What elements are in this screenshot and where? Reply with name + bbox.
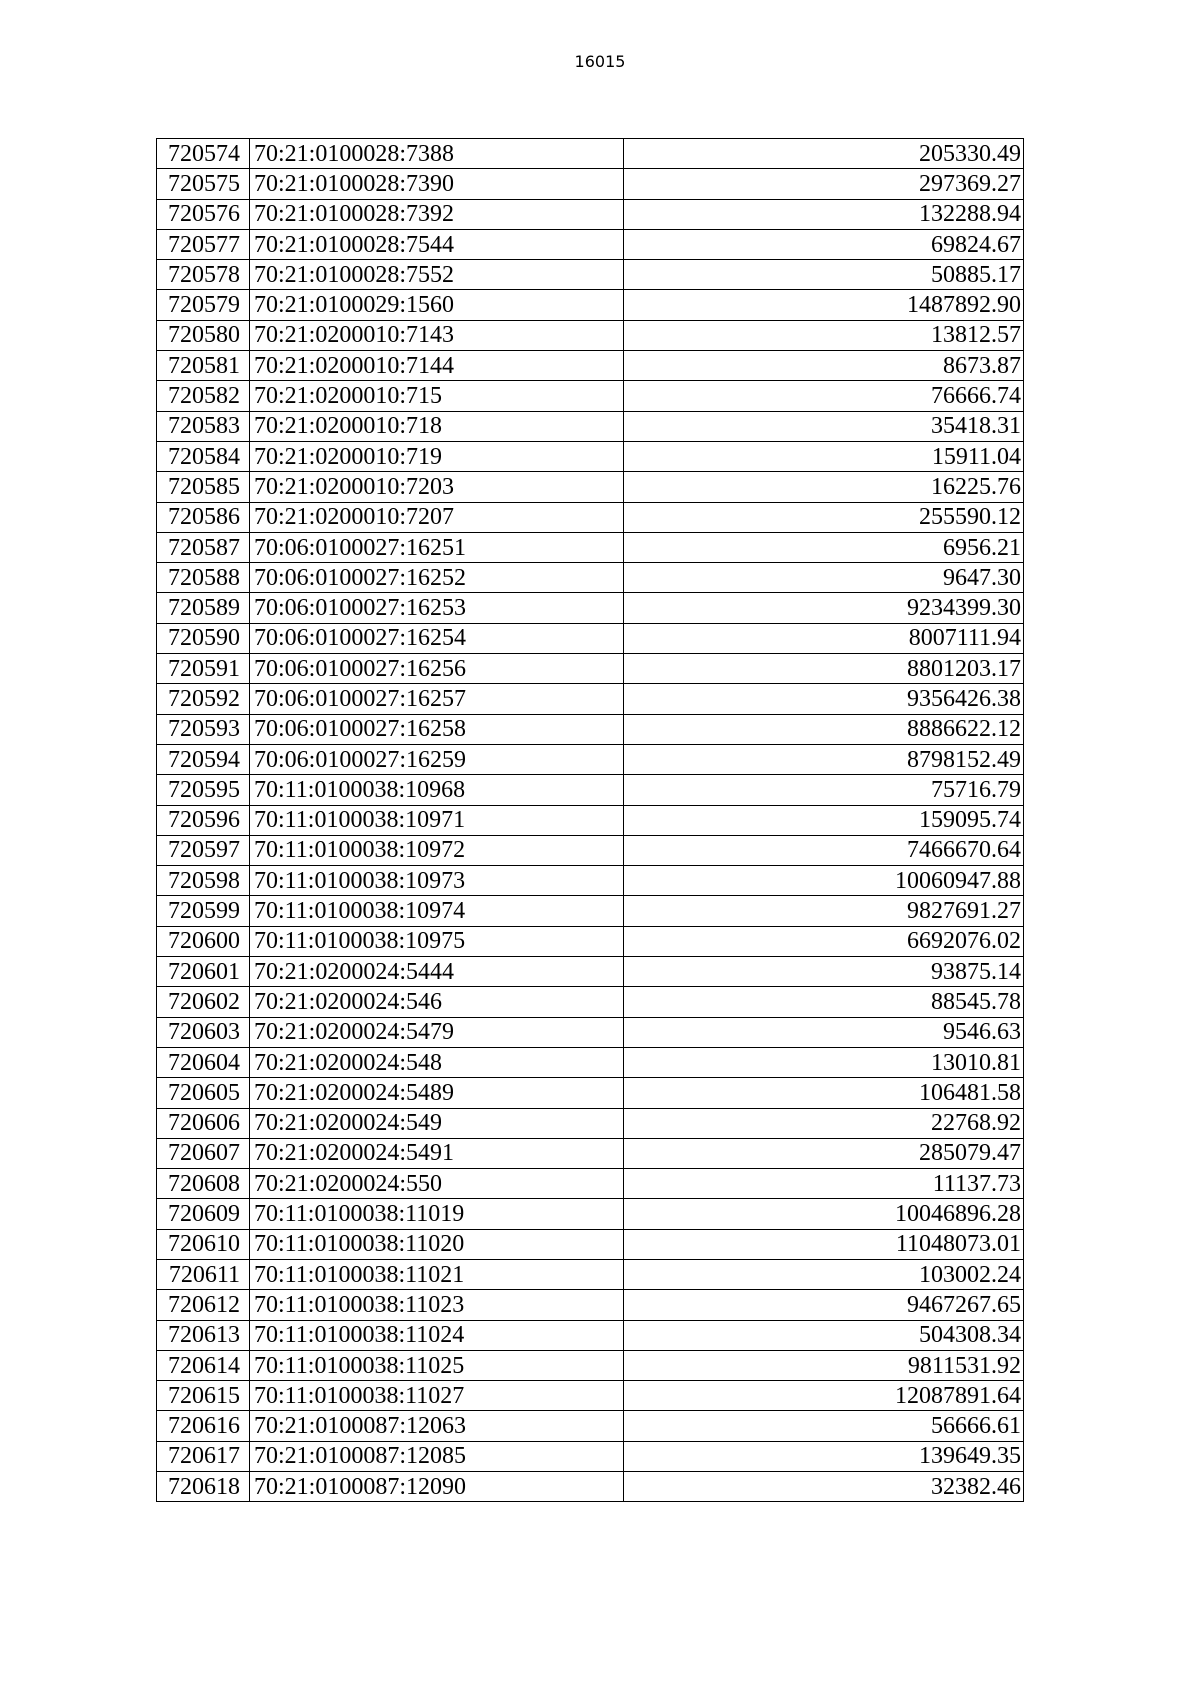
value-cell: 9467267.65 (624, 1290, 1024, 1320)
table-row (157, 169, 1024, 199)
value-cell: 9356426.38 (624, 684, 1024, 714)
value-cell: 106481.58 (624, 1078, 1024, 1108)
table-row (157, 1017, 1024, 1047)
row-id-cell: 720593 (157, 714, 250, 744)
cadastral-number-cell: 70:21:0200010:7143 (250, 320, 624, 350)
cadastral-number-cell: 70:21:0100029:1560 (250, 290, 624, 320)
cadastral-number-cell: 70:21:0200024:548 (250, 1047, 624, 1077)
row-id-cell: 720594 (157, 744, 250, 774)
table-row (157, 1320, 1024, 1350)
row-id-cell: 720578 (157, 260, 250, 290)
row-id-cell: 720607 (157, 1138, 250, 1168)
value-cell: 35418.31 (624, 411, 1024, 441)
row-id-cell: 720617 (157, 1441, 250, 1471)
table-row (157, 320, 1024, 350)
value-cell: 8007111.94 (624, 623, 1024, 653)
value-cell: 9546.63 (624, 1017, 1024, 1047)
cadastral-number-cell: 70:06:0100027:16252 (250, 563, 624, 593)
table-row (157, 441, 1024, 471)
cadastral-number-cell: 70:11:0100038:11025 (250, 1350, 624, 1380)
table-row (157, 381, 1024, 411)
cadastral-number-cell: 70:11:0100038:10972 (250, 835, 624, 865)
value-cell: 13812.57 (624, 320, 1024, 350)
cadastral-number-cell: 70:21:0200024:5491 (250, 1138, 624, 1168)
table-row (157, 229, 1024, 259)
value-cell: 11048073.01 (624, 1229, 1024, 1259)
cadastral-number-cell: 70:11:0100038:10974 (250, 896, 624, 926)
cadastral-number-cell: 70:06:0100027:16258 (250, 714, 624, 744)
cadastral-number-cell: 70:21:0200010:7144 (250, 351, 624, 381)
table-row (157, 684, 1024, 714)
value-cell: 76666.74 (624, 381, 1024, 411)
cadastral-number-cell: 70:21:0100028:7544 (250, 229, 624, 259)
table-row (157, 472, 1024, 502)
cadastral-number-cell: 70:21:0100028:7390 (250, 169, 624, 199)
value-cell: 10046896.28 (624, 1199, 1024, 1229)
value-cell: 9647.30 (624, 563, 1024, 593)
row-id-cell: 720584 (157, 441, 250, 471)
cadastral-number-cell: 70:21:0200024:5444 (250, 957, 624, 987)
value-cell: 11137.73 (624, 1169, 1024, 1199)
cadastral-number-cell: 70:21:0100087:12063 (250, 1411, 624, 1441)
cadastral-number-cell: 70:11:0100038:11023 (250, 1290, 624, 1320)
table-row (157, 987, 1024, 1017)
row-id-cell: 720581 (157, 351, 250, 381)
cadastral-number-cell: 70:21:0200010:7207 (250, 502, 624, 532)
row-id-cell: 720615 (157, 1381, 250, 1411)
value-cell: 7466670.64 (624, 835, 1024, 865)
value-cell: 22768.92 (624, 1108, 1024, 1138)
value-cell: 9811531.92 (624, 1350, 1024, 1380)
cadastral-number-cell: 70:21:0200024:550 (250, 1169, 624, 1199)
table-row (157, 896, 1024, 926)
value-cell: 69824.67 (624, 229, 1024, 259)
value-cell: 504308.34 (624, 1320, 1024, 1350)
table-row (157, 1350, 1024, 1380)
table-row (157, 835, 1024, 865)
value-cell: 16225.76 (624, 472, 1024, 502)
row-id-cell: 720585 (157, 472, 250, 502)
table-row (157, 866, 1024, 896)
value-cell: 9827691.27 (624, 896, 1024, 926)
cadastral-number-cell: 70:21:0200024:5479 (250, 1017, 624, 1047)
row-id-cell: 720596 (157, 805, 250, 835)
value-cell: 15911.04 (624, 441, 1024, 471)
value-cell: 103002.24 (624, 1259, 1024, 1289)
row-id-cell: 720600 (157, 926, 250, 956)
row-id-cell: 720589 (157, 593, 250, 623)
cadastral-number-cell: 70:21:0200010:719 (250, 441, 624, 471)
row-id-cell: 720609 (157, 1199, 250, 1229)
row-id-cell: 720595 (157, 775, 250, 805)
cadastral-number-cell: 70:06:0100027:16254 (250, 623, 624, 653)
table-row (157, 805, 1024, 835)
row-id-cell: 720577 (157, 229, 250, 259)
value-cell: 56666.61 (624, 1411, 1024, 1441)
value-cell: 8886622.12 (624, 714, 1024, 744)
table-row (157, 775, 1024, 805)
table-row (157, 199, 1024, 229)
value-cell: 159095.74 (624, 805, 1024, 835)
cadastral-number-cell: 70:06:0100027:16251 (250, 532, 624, 562)
table-row (157, 957, 1024, 987)
table-row (157, 1078, 1024, 1108)
row-id-cell: 720576 (157, 199, 250, 229)
value-cell: 75716.79 (624, 775, 1024, 805)
value-cell: 1487892.90 (624, 290, 1024, 320)
cadastral-number-cell: 70:21:0200024:546 (250, 987, 624, 1017)
table-row (157, 139, 1024, 169)
row-id-cell: 720580 (157, 320, 250, 350)
row-id-cell: 720583 (157, 411, 250, 441)
cadastral-number-cell: 70:11:0100038:10973 (250, 866, 624, 896)
row-id-cell: 720591 (157, 654, 250, 684)
row-id-cell: 720604 (157, 1047, 250, 1077)
value-cell: 93875.14 (624, 957, 1024, 987)
table-row (157, 563, 1024, 593)
cadastral-number-cell: 70:21:0200010:7203 (250, 472, 624, 502)
table-row (157, 1199, 1024, 1229)
cadastral-number-cell: 70:11:0100038:11021 (250, 1259, 624, 1289)
table-row (157, 1441, 1024, 1471)
cadastral-number-cell: 70:21:0100028:7388 (250, 139, 624, 169)
cadastral-number-cell: 70:11:0100038:11027 (250, 1381, 624, 1411)
cadastral-number-cell: 70:11:0100038:11024 (250, 1320, 624, 1350)
value-cell: 13010.81 (624, 1047, 1024, 1077)
table-body (157, 139, 1024, 1502)
cadastral-number-cell: 70:11:0100038:11019 (250, 1199, 624, 1229)
row-id-cell: 720598 (157, 866, 250, 896)
table-container (156, 138, 1024, 1502)
value-cell: 8801203.17 (624, 654, 1024, 684)
cadastral-number-cell: 70:21:0100087:12085 (250, 1441, 624, 1471)
row-id-cell: 720575 (157, 169, 250, 199)
row-id-cell: 720610 (157, 1229, 250, 1259)
cadastral-number-cell: 70:21:0100028:7552 (250, 260, 624, 290)
cadastral-number-cell: 70:11:0100038:10968 (250, 775, 624, 805)
cadastral-number-cell: 70:21:0200024:549 (250, 1108, 624, 1138)
value-cell: 205330.49 (624, 139, 1024, 169)
table-row (157, 593, 1024, 623)
row-id-cell: 720592 (157, 684, 250, 714)
table-row (157, 744, 1024, 774)
table-row (157, 1259, 1024, 1289)
row-id-cell: 720601 (157, 957, 250, 987)
row-id-cell: 720605 (157, 1078, 250, 1108)
table-row (157, 714, 1024, 744)
table-row (157, 1472, 1024, 1502)
row-id-cell: 720611 (157, 1259, 250, 1289)
row-id-cell: 720586 (157, 502, 250, 532)
row-id-cell: 720606 (157, 1108, 250, 1138)
value-cell: 10060947.88 (624, 866, 1024, 896)
value-cell: 255590.12 (624, 502, 1024, 532)
value-cell: 50885.17 (624, 260, 1024, 290)
table-row (157, 1169, 1024, 1199)
value-cell: 9234399.30 (624, 593, 1024, 623)
table-row (157, 532, 1024, 562)
value-cell: 12087891.64 (624, 1381, 1024, 1411)
row-id-cell: 720618 (157, 1472, 250, 1502)
row-id-cell: 720599 (157, 896, 250, 926)
value-cell: 297369.27 (624, 169, 1024, 199)
page-number: 16015 (574, 52, 626, 71)
row-id-cell: 720597 (157, 835, 250, 865)
table-row (157, 1290, 1024, 1320)
table-row (157, 623, 1024, 653)
cadastral-number-cell: 70:21:0200024:5489 (250, 1078, 624, 1108)
table-row (157, 654, 1024, 684)
table-row (157, 1229, 1024, 1259)
cadastral-number-cell: 70:06:0100027:16253 (250, 593, 624, 623)
value-cell: 8673.87 (624, 351, 1024, 381)
row-id-cell: 720614 (157, 1350, 250, 1380)
row-id-cell: 720588 (157, 563, 250, 593)
value-cell: 88545.78 (624, 987, 1024, 1017)
table-row (157, 1411, 1024, 1441)
cadastral-number-cell: 70:06:0100027:16257 (250, 684, 624, 714)
value-cell: 6692076.02 (624, 926, 1024, 956)
value-cell: 132288.94 (624, 199, 1024, 229)
value-cell: 285079.47 (624, 1138, 1024, 1168)
table-row (157, 351, 1024, 381)
cadastral-number-cell: 70:06:0100027:16256 (250, 654, 624, 684)
row-id-cell: 720616 (157, 1411, 250, 1441)
cadastral-number-cell: 70:11:0100038:10975 (250, 926, 624, 956)
cadastral-number-cell: 70:21:0100087:12090 (250, 1472, 624, 1502)
cadastral-number-cell: 70:11:0100038:10971 (250, 805, 624, 835)
row-id-cell: 720602 (157, 987, 250, 1017)
row-id-cell: 720612 (157, 1290, 250, 1320)
table-row (157, 926, 1024, 956)
row-id-cell: 720582 (157, 381, 250, 411)
row-id-cell: 720574 (157, 139, 250, 169)
cadastral-table (156, 138, 1024, 1502)
cadastral-number-cell: 70:21:0200010:715 (250, 381, 624, 411)
row-id-cell: 720587 (157, 532, 250, 562)
value-cell: 32382.46 (624, 1472, 1024, 1502)
cadastral-number-cell: 70:21:0100028:7392 (250, 199, 624, 229)
cadastral-number-cell: 70:21:0200010:718 (250, 411, 624, 441)
value-cell: 139649.35 (624, 1441, 1024, 1471)
row-id-cell: 720579 (157, 290, 250, 320)
row-id-cell: 720608 (157, 1169, 250, 1199)
table-row (157, 1138, 1024, 1168)
row-id-cell: 720590 (157, 623, 250, 653)
table-row (157, 1381, 1024, 1411)
cadastral-number-cell: 70:11:0100038:11020 (250, 1229, 624, 1259)
row-id-cell: 720613 (157, 1320, 250, 1350)
table-row (157, 1108, 1024, 1138)
row-id-cell: 720603 (157, 1017, 250, 1047)
table-row (157, 290, 1024, 320)
table-row (157, 411, 1024, 441)
table-row (157, 502, 1024, 532)
cadastral-number-cell: 70:06:0100027:16259 (250, 744, 624, 774)
table-row (157, 260, 1024, 290)
table-row (157, 1047, 1024, 1077)
value-cell: 6956.21 (624, 532, 1024, 562)
value-cell: 8798152.49 (624, 744, 1024, 774)
